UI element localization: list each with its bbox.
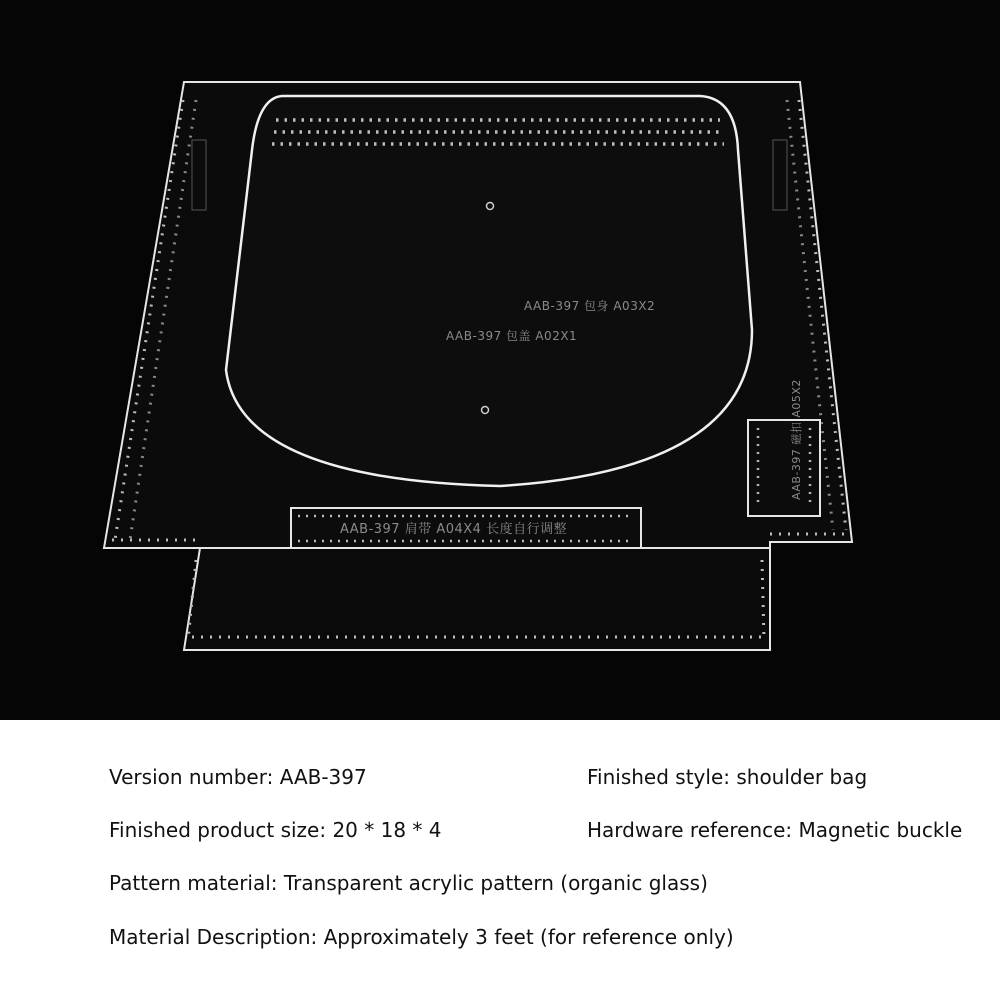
strap-piece xyxy=(291,508,641,548)
flap-piece xyxy=(226,96,752,486)
tab-etched-label: AAB-397 磁扣 A05X2 xyxy=(790,379,803,500)
pattern-material-text: Pattern material: Transparent acrylic pattern (organic glass) xyxy=(109,871,708,895)
flap-etched-label: AAB-397 包盖 A02X1 xyxy=(446,329,578,343)
gusset-piece xyxy=(184,548,770,650)
version-number-text: Version number: AAB-397 xyxy=(109,765,367,789)
product-size-text: Finished product size: 20 * 18 * 4 xyxy=(109,818,442,842)
finished-style-text: Finished style: shoulder bag xyxy=(587,765,868,789)
hardware-reference-text: Hardware reference: Magnetic buckle xyxy=(587,818,963,842)
strap-etched-label: AAB-397 肩带 A04X4 长度自行调整 xyxy=(340,522,568,537)
material-description-text: Material Description: Approximately 3 feet (for reference only) xyxy=(109,925,734,949)
body-panel-etched-label: AAB-397 包身 A03X2 xyxy=(524,299,656,313)
